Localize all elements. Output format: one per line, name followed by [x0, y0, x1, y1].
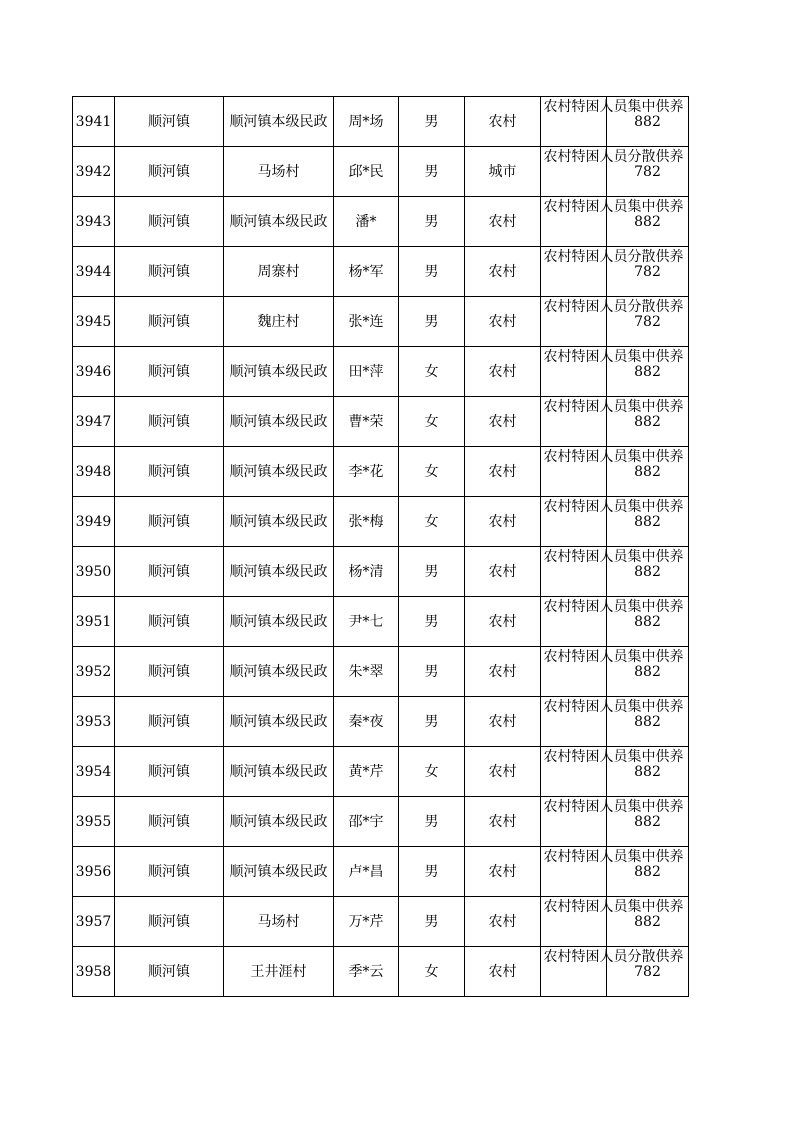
person-name-cell: 潘* — [334, 197, 399, 247]
amount-cell: 882 — [607, 97, 689, 147]
support-category-text: 农村特困人员集中供养 — [543, 899, 684, 915]
unit-cell: 顺河镇本级民政 — [224, 597, 334, 647]
support-category-text: 农村特困人员分散供养 — [543, 249, 684, 265]
town-cell: 顺河镇 — [115, 97, 224, 147]
amount-cell: 882 — [607, 747, 689, 797]
record-number-cell: 3954 — [73, 747, 115, 797]
table-row — [73, 897, 689, 947]
table-row — [73, 747, 689, 797]
record-number-cell: 3953 — [73, 697, 115, 747]
residence-type-cell: 农村 — [465, 297, 541, 347]
town-cell: 顺河镇 — [115, 447, 224, 497]
unit-cell: 马场村 — [224, 897, 334, 947]
unit-cell: 顺河镇本级民政 — [224, 447, 334, 497]
gender-cell: 男 — [399, 847, 465, 897]
unit-cell: 魏庄村 — [224, 297, 334, 347]
support-category-text: 农村特困人员分散供养 — [543, 299, 684, 315]
table-row — [73, 197, 689, 247]
gender-cell: 男 — [399, 147, 465, 197]
residence-type-cell: 农村 — [465, 397, 541, 447]
town-cell: 顺河镇 — [115, 547, 224, 597]
support-category-text: 农村特困人员集中供养 — [543, 799, 684, 815]
residence-type-cell: 农村 — [465, 647, 541, 697]
residence-type-cell: 农村 — [465, 847, 541, 897]
town-cell: 顺河镇 — [115, 247, 224, 297]
table-row — [73, 497, 689, 547]
person-name-cell: 季*云 — [334, 947, 399, 997]
unit-cell: 顺河镇本级民政 — [224, 347, 334, 397]
person-name-cell: 杨*清 — [334, 547, 399, 597]
table-row — [73, 347, 689, 397]
person-name-cell: 朱*翠 — [334, 647, 399, 697]
unit-cell: 顺河镇本级民政 — [224, 97, 334, 147]
town-cell: 顺河镇 — [115, 847, 224, 897]
person-name-cell: 李*花 — [334, 447, 399, 497]
amount-cell: 882 — [607, 647, 689, 697]
amount-cell: 782 — [607, 297, 689, 347]
amount-cell: 882 — [607, 197, 689, 247]
unit-cell: 顺河镇本级民政 — [224, 747, 334, 797]
unit-cell: 周寨村 — [224, 247, 334, 297]
amount-cell: 882 — [607, 597, 689, 647]
unit-cell: 顺河镇本级民政 — [224, 797, 334, 847]
amount-cell: 882 — [607, 897, 689, 947]
gender-cell: 男 — [399, 697, 465, 747]
person-name-cell: 杨*军 — [334, 247, 399, 297]
table-row — [73, 647, 689, 697]
table-row — [73, 397, 689, 447]
town-cell: 顺河镇 — [115, 697, 224, 747]
gender-cell: 女 — [399, 397, 465, 447]
table-row — [73, 597, 689, 647]
gender-cell: 女 — [399, 947, 465, 997]
person-name-cell: 秦*夜 — [334, 697, 399, 747]
gender-cell: 男 — [399, 647, 465, 697]
person-name-cell: 卢*昌 — [334, 847, 399, 897]
record-number-cell: 3949 — [73, 497, 115, 547]
gender-cell: 女 — [399, 347, 465, 397]
amount-cell: 782 — [607, 947, 689, 997]
amount-cell: 882 — [607, 797, 689, 847]
record-number-cell: 3942 — [73, 147, 115, 197]
gender-cell: 女 — [399, 747, 465, 797]
support-category-text: 农村特困人员分散供养 — [543, 149, 684, 165]
gender-cell: 男 — [399, 597, 465, 647]
record-number-cell: 3948 — [73, 447, 115, 497]
table-row — [73, 697, 689, 747]
amount-cell: 882 — [607, 397, 689, 447]
gender-cell: 男 — [399, 197, 465, 247]
residence-type-cell: 农村 — [465, 597, 541, 647]
record-number-cell: 3958 — [73, 947, 115, 997]
gender-cell: 女 — [399, 497, 465, 547]
support-category-text: 农村特困人员集中供养 — [543, 499, 684, 515]
record-number-cell: 3952 — [73, 647, 115, 697]
record-number-cell: 3946 — [73, 347, 115, 397]
person-name-cell: 邱*民 — [334, 147, 399, 197]
town-cell: 顺河镇 — [115, 147, 224, 197]
town-cell: 顺河镇 — [115, 497, 224, 547]
record-number-cell: 3945 — [73, 297, 115, 347]
support-category-text: 农村特困人员集中供养 — [543, 99, 684, 115]
record-number-cell: 3951 — [73, 597, 115, 647]
amount-cell: 882 — [607, 697, 689, 747]
town-cell: 顺河镇 — [115, 297, 224, 347]
table-row — [73, 797, 689, 847]
table-row — [73, 847, 689, 897]
amount-cell: 882 — [607, 347, 689, 397]
gender-cell: 男 — [399, 547, 465, 597]
town-cell: 顺河镇 — [115, 647, 224, 697]
unit-cell: 顺河镇本级民政 — [224, 647, 334, 697]
table-row — [73, 547, 689, 597]
amount-cell: 882 — [607, 847, 689, 897]
gender-cell: 男 — [399, 897, 465, 947]
table-row — [73, 447, 689, 497]
gender-cell: 男 — [399, 297, 465, 347]
town-cell: 顺河镇 — [115, 897, 224, 947]
person-name-cell: 田*萍 — [334, 347, 399, 397]
gender-cell: 男 — [399, 247, 465, 297]
unit-cell: 顺河镇本级民政 — [224, 847, 334, 897]
support-category-text: 农村特困人员集中供养 — [543, 349, 684, 365]
person-name-cell: 万*芹 — [334, 897, 399, 947]
unit-cell: 顺河镇本级民政 — [224, 397, 334, 447]
residence-type-cell: 农村 — [465, 947, 541, 997]
person-name-cell: 邵*宇 — [334, 797, 399, 847]
amount-cell: 782 — [607, 147, 689, 197]
town-cell: 顺河镇 — [115, 747, 224, 797]
support-category-text: 农村特困人员集中供养 — [543, 199, 684, 215]
unit-cell: 王井涯村 — [224, 947, 334, 997]
amount-cell: 882 — [607, 497, 689, 547]
person-name-cell: 周*场 — [334, 97, 399, 147]
person-name-cell: 尹*七 — [334, 597, 399, 647]
residence-type-cell: 农村 — [465, 197, 541, 247]
table-row — [73, 97, 689, 147]
table-row — [73, 297, 689, 347]
record-number-cell: 3941 — [73, 97, 115, 147]
residence-type-cell: 农村 — [465, 347, 541, 397]
table-row — [73, 147, 689, 197]
record-number-cell: 3955 — [73, 797, 115, 847]
gender-cell: 男 — [399, 797, 465, 847]
gender-cell: 女 — [399, 447, 465, 497]
unit-cell: 顺河镇本级民政 — [224, 197, 334, 247]
residence-type-cell: 农村 — [465, 547, 541, 597]
town-cell: 顺河镇 — [115, 597, 224, 647]
support-category-text: 农村特困人员集中供养 — [543, 849, 684, 865]
support-category-text: 农村特困人员集中供养 — [543, 399, 684, 415]
person-name-cell: 黄*芹 — [334, 747, 399, 797]
residence-type-cell: 农村 — [465, 797, 541, 847]
residence-type-cell: 农村 — [465, 897, 541, 947]
residence-type-cell: 农村 — [465, 247, 541, 297]
record-number-cell: 3957 — [73, 897, 115, 947]
residence-type-cell: 农村 — [465, 447, 541, 497]
town-cell: 顺河镇 — [115, 397, 224, 447]
table-body — [73, 97, 689, 997]
support-category-text: 农村特困人员集中供养 — [543, 649, 684, 665]
amount-cell: 882 — [607, 547, 689, 597]
unit-cell: 马场村 — [224, 147, 334, 197]
record-number-cell: 3944 — [73, 247, 115, 297]
record-number-cell: 3956 — [73, 847, 115, 897]
town-cell: 顺河镇 — [115, 347, 224, 397]
support-category-text: 农村特困人员集中供养 — [543, 549, 684, 565]
unit-cell: 顺河镇本级民政 — [224, 497, 334, 547]
town-cell: 顺河镇 — [115, 197, 224, 247]
support-category-text: 农村特困人员集中供养 — [543, 699, 684, 715]
relief-roster-table — [72, 96, 689, 997]
support-category-text: 农村特困人员集中供养 — [543, 599, 684, 615]
support-category-text: 农村特困人员集中供养 — [543, 749, 684, 765]
support-category-text: 农村特困人员集中供养 — [543, 449, 684, 465]
town-cell: 顺河镇 — [115, 947, 224, 997]
residence-type-cell: 城市 — [465, 147, 541, 197]
town-cell: 顺河镇 — [115, 797, 224, 847]
table-row — [73, 947, 689, 997]
record-number-cell: 3943 — [73, 197, 115, 247]
person-name-cell: 张*梅 — [334, 497, 399, 547]
gender-cell: 男 — [399, 97, 465, 147]
amount-cell: 882 — [607, 447, 689, 497]
support-category-text: 农村特困人员分散供养 — [543, 949, 684, 965]
residence-type-cell: 农村 — [465, 97, 541, 147]
record-number-cell: 3947 — [73, 397, 115, 447]
record-number-cell: 3950 — [73, 547, 115, 597]
unit-cell: 顺河镇本级民政 — [224, 697, 334, 747]
person-name-cell: 张*连 — [334, 297, 399, 347]
residence-type-cell: 农村 — [465, 747, 541, 797]
residence-type-cell: 农村 — [465, 697, 541, 747]
unit-cell: 顺河镇本级民政 — [224, 547, 334, 597]
residence-type-cell: 农村 — [465, 497, 541, 547]
table-row — [73, 247, 689, 297]
amount-cell: 782 — [607, 247, 689, 297]
person-name-cell: 曹*荣 — [334, 397, 399, 447]
